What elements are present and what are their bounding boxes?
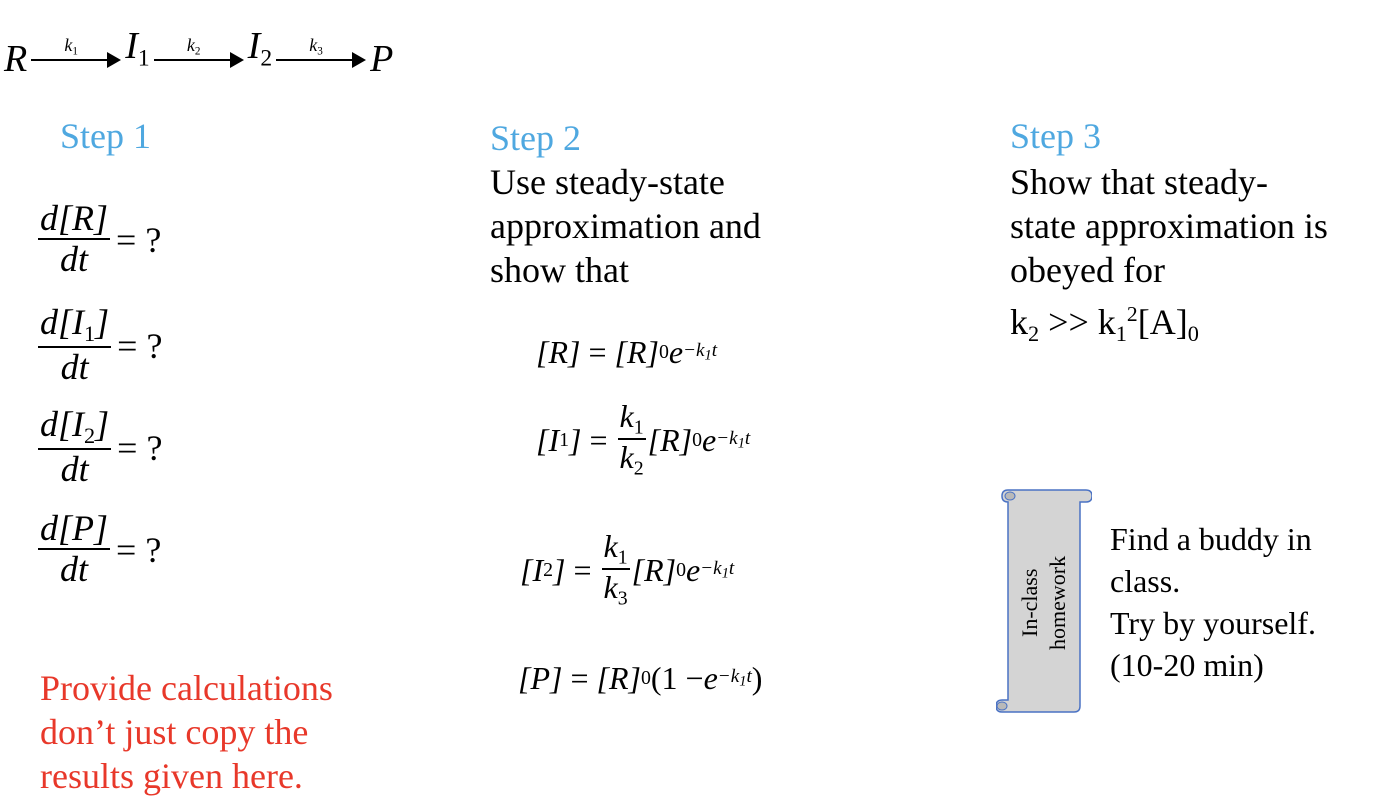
reaction-scheme: [4, 24, 393, 81]
species-intermediate-1: $I_1$: [125, 25, 150, 72]
rate-constant-1: $k_1$: [64, 34, 78, 58]
equation-I1: [I 1 ] = $\frac{k_1}{k_2}$ [R] 0 e −k1t: [536, 398, 751, 480]
step2-instructions: Use steady-state approximation and show that: [490, 162, 761, 290]
derivative-R: $\frac{d[R]}{dt}$ = ?: [40, 198, 162, 279]
equation-R: [R] = [R] 0 e −k1t: [536, 334, 718, 370]
warning-text: Provide calculations don’t just copy the results given here.: [40, 668, 333, 796]
scroll-label: In-class homework: [1017, 555, 1070, 651]
step1-title: Step 1: [60, 116, 152, 156]
equation-P: [P] = [R] 0 (1 − e −k1t ): [518, 660, 763, 696]
species-intermediate-2: $I_2$: [247, 25, 273, 72]
homework-instructions: Find a buddy in class. Try by yourself. (10-20 min): [1110, 521, 1316, 683]
species-product: P: [370, 37, 394, 80]
derivative-P: $\frac{d[P]}{dt}$ = ?: [40, 508, 162, 589]
derivative-I2: $\frac{d[I_2]}{dt}$ = ?: [40, 404, 163, 489]
species-reactant: R: [4, 37, 28, 80]
reaction-arrow-1: [31, 34, 121, 81]
step2-title: Step 2: [490, 118, 582, 158]
step3-title: Step 3: [1010, 116, 1102, 156]
rate-constant-3: $k_3$: [309, 34, 323, 58]
equation-I2: [I 2 ] = $\frac{k_1}{k_3}$ [R] 0 e −k1t: [520, 528, 735, 610]
steady-state-condition: $k_2 >> k_1^2[A]_0$: [1010, 301, 1199, 347]
reaction-arrow-3: [276, 34, 366, 81]
derivative-I1: $\frac{d[I_1]}{dt}$ = ?: [40, 302, 163, 387]
step3-instructions: Show that steady- state approximation is obeyed for $k_2 >> k_1^2[A]_0$: [1010, 160, 1328, 356]
reaction-arrow-2: [154, 34, 244, 81]
rate-constant-2: $k_2$: [186, 34, 201, 58]
